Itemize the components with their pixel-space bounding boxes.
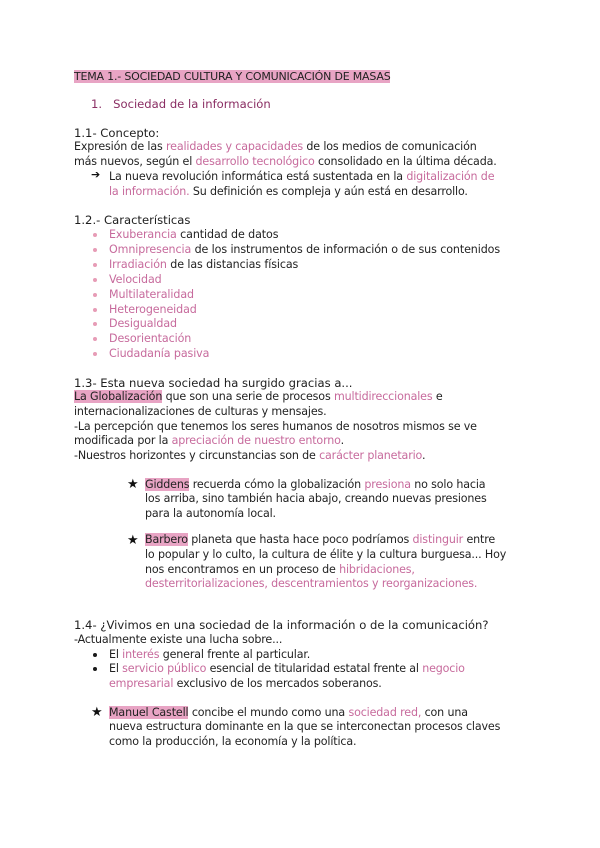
bullet-icon	[93, 263, 97, 267]
page-title: TEMA 1.- SOCIEDAD CULTURA Y COMUNICACIÓN DE MASAS	[74, 70, 391, 83]
subsection-heading-sociedad: 1.4- ¿Vivimos en una sociedad de la información o de la comunicación?	[74, 618, 489, 632]
barbero-line: Barbero planeta que hasta hace poco podríamos distinguir entre	[145, 533, 496, 546]
bullet-icon	[93, 293, 97, 297]
barbero-line: lo popular y lo culto, la cultura de élite y la cultura burguesa... Hoy	[145, 548, 507, 561]
paragraph-line: más nuevos, según el desarrollo tecnológico consolidado en la última década.	[74, 155, 497, 168]
castell-line: como la producción, la economía y la política.	[109, 735, 357, 748]
paragraph-line: La Globalización que son una serie de procesos multidireccionales e	[74, 390, 443, 403]
bullet-icon	[93, 233, 97, 237]
arrow-right-icon: ➔	[91, 168, 101, 181]
bullet-icon	[93, 352, 97, 356]
subsection-heading-globalizacion: 1.3- Esta nueva sociedad ha surgido gracias a...	[74, 376, 353, 390]
bullet-icon	[93, 667, 97, 671]
section-heading: 1. Sociedad de la información	[91, 97, 271, 111]
list-item: Desigualdad	[109, 317, 177, 331]
list-item: Ciudadanía pasiva	[109, 347, 210, 361]
giddens-line: para la autonomía local.	[145, 507, 276, 520]
list-item: Velocidad	[109, 272, 162, 286]
star-icon: ★	[127, 533, 139, 548]
bullet-icon	[93, 248, 97, 252]
list-item-continuation: empresarial exclusivo de los mercados soberanos.	[109, 677, 382, 690]
paragraph-line: -Nuestros horizontes y circunstancias son de carácter planetario.	[74, 449, 426, 462]
list-item: Heterogeneidad	[109, 302, 197, 316]
giddens-line: Giddens recuerda cómo la globalización presiona no solo hacia	[145, 478, 486, 491]
paragraph-line: -Actualmente existe una lucha sobre...	[74, 633, 283, 646]
list-item: Desorientación	[109, 332, 192, 346]
list-item: El interés general frente al particular.	[109, 648, 311, 661]
subsection-heading-caracteristicas: 1.2.- Características	[74, 213, 191, 227]
paragraph-line: internacionalizaciones de culturas y mensajes.	[74, 405, 327, 418]
bullet-icon	[93, 337, 97, 341]
barbero-line: desterritorializaciones, descentramientos y reorganizaciones.	[145, 577, 478, 590]
list-item: Irradiación de las distancias físicas	[109, 257, 299, 271]
bullet-icon	[93, 278, 97, 282]
castell-line: nueva estructura dominante en la que se interconectan procesos claves	[109, 720, 501, 733]
paragraph-line: modificada por la apreciación de nuestro entorno.	[74, 434, 344, 447]
paragraph-line: -La percepción que tenemos los seres humanos de nosotros mismos se ve	[74, 420, 477, 433]
paragraph-line: la información. Su definición es compleja y aún está en desarrollo.	[109, 185, 468, 198]
list-item: Omnipresencia de los instrumentos de información o de sus contenidos	[109, 242, 501, 256]
giddens-line: los arriba, sino también hacia abajo, creando nuevas presiones	[145, 492, 487, 505]
paragraph-line: La nueva revolución informática está sustentada en la digitalización de	[109, 170, 495, 183]
bullet-icon	[93, 322, 97, 326]
star-icon: ★	[127, 477, 139, 492]
list-item: Exuberancia cantidad de datos	[109, 228, 279, 241]
castell-line: Manuel Castell concibe el mundo como una sociedad red, con una	[109, 706, 468, 719]
list-item: El servicio público esencial de titularidad estatal frente al negocio	[109, 662, 465, 675]
star-icon: ★	[91, 705, 103, 720]
paragraph-line: Expresión de las realidades y capacidades de los medios de comunicación	[74, 140, 477, 153]
bullet-icon	[93, 653, 97, 657]
list-item: Multilateralidad	[109, 287, 194, 301]
subsection-heading-concepto: 1.1- Concepto:	[74, 126, 160, 140]
bullet-icon	[93, 308, 97, 312]
barbero-line: nos encontramos en un proceso de hibridaciones,	[145, 563, 415, 576]
